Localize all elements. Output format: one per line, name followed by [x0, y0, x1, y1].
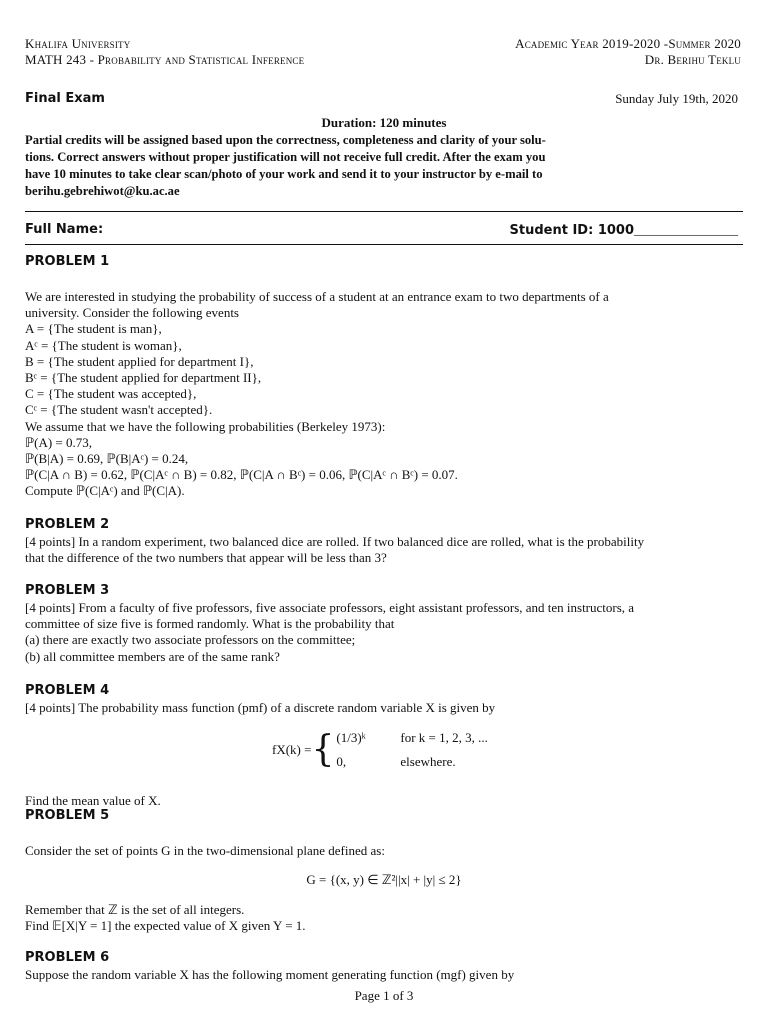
problem-6-line: Suppose the random variable X has the following moment generating function (mgf) given by — [25, 967, 515, 982]
problem-3-line: [4 points] From a faculty of five professors, five associate professors, eight assistant professors, and ten instructors, a — [25, 600, 635, 615]
header-row-2 — [25, 52, 741, 68]
problem-1-line: Compute ℙ(C|Aᶜ) and ℙ(C|A). — [25, 483, 185, 499]
instructor-name: Dr. Berihu Teklu — [644, 52, 741, 67]
pmf-case-2-cond: elsewhere. — [400, 754, 456, 769]
problem-1-line: ℙ(C|A ∩ B) = 0.62, ℙ(C|Aᶜ ∩ B) = 0.82, ℙ(C|A ∩ Bᶜ) = 0.06, ℙ(C|Aᶜ ∩ Bᶜ) = 0.07. — [25, 467, 458, 483]
problem-5-line: Consider the set of points G in the two-dimensional plane defined as: — [25, 843, 385, 858]
exam-date: Sunday July 19th, 2020 — [615, 91, 738, 106]
student-id-blank: ________________ — [634, 222, 738, 237]
pmf-lhs: fX(k) = — [272, 742, 312, 757]
problem-1-line: ℙ(B|A) = 0.69, ℙ(B|Aᶜ) = 0.24, — [25, 451, 189, 467]
problem-1-line: Aᶜ = {The student is woman}, — [25, 337, 182, 353]
problem-2-body — [25, 534, 743, 566]
pmf-brace: { — [311, 729, 335, 770]
pmf-case-1-cond: for k = 1, 2, 3, ... — [400, 730, 488, 745]
problem-4-title: PROBLEM 4 — [25, 683, 110, 698]
exam-title-row — [25, 91, 738, 107]
full-name-label: Full Name: — [25, 222, 104, 237]
problem-1-line: We are interested in studying the probability of success of a student at an entrance exam to two departments of a — [25, 289, 609, 304]
instruction-line: have 10 minutes to take clear scan/photo of your work and send it to your instructor by e-mail to — [25, 167, 543, 181]
problem-1-title: PROBLEM 1 — [25, 254, 110, 269]
pmf-case-2 — [336, 754, 488, 770]
pmf-case-1 — [336, 730, 488, 746]
student-id-label: Student ID: 1000 — [509, 223, 634, 238]
instruction-line: Partial credits will be assigned based upon the correctness, completeness and clarity of your solu- — [25, 133, 546, 147]
problem-2-line: that the difference of the two numbers that appear will be less than 3? — [25, 550, 387, 566]
course-name: MATH 243 - Probability and Statistical Inference — [25, 52, 305, 67]
problem-1-line: university. Consider the following events — [25, 305, 239, 321]
problem-3-title: PROBLEM 3 — [25, 583, 110, 598]
pmf-case-1-expr: (1/3)ᵏ — [336, 730, 366, 745]
problem-4-after: Find the mean value of X. — [25, 793, 161, 808]
problem-3-body — [25, 600, 743, 665]
header-row-1 — [25, 36, 741, 52]
pmf-case-2-expr: 0, — [336, 754, 347, 769]
problem-1-line: Bᶜ = {The student applied for department II}, — [25, 370, 262, 386]
problem-1-line: A = {The student is man}, — [25, 321, 162, 337]
problem-2-title: PROBLEM 2 — [25, 517, 110, 532]
divider-top — [25, 211, 743, 212]
exam-instructions — [25, 132, 743, 200]
problem-5-title: PROBLEM 5 — [25, 808, 110, 823]
page-number: Page 1 of 3 — [354, 988, 414, 1003]
exam-duration: Duration: 120 minutes — [321, 115, 447, 130]
instruction-line: berihu.gebrehiwot@ku.ac.ae — [25, 184, 180, 198]
pmf-cases — [336, 730, 488, 770]
problem-1-line: ℙ(A) = 0.73, — [25, 434, 92, 450]
divider-bottom — [25, 244, 743, 245]
problem-1-line: B = {The student applied for department I}, — [25, 353, 254, 369]
problem-6-title: PROBLEM 6 — [25, 950, 110, 965]
university-name: Khalifa University — [25, 36, 131, 51]
instruction-line: tions. Correct answers without proper justification will not receive full credit. After the exam you — [25, 150, 546, 164]
student-info-row — [25, 222, 738, 239]
academic-year: Academic Year 2019-2020 -Summer 2020 — [515, 36, 741, 51]
set-definition: G = {(x, y) ∈ ℤ²||x| + |y| ≤ 2} — [306, 872, 462, 887]
problem-2-line: [4 points] In a random experiment, two balanced dice are rolled. If two balanced dice are rolled, what is the probability — [25, 534, 645, 549]
problem-1-body — [25, 289, 743, 500]
problem-1-line: We assume that we have the following probabilities (Berkeley 1973): — [25, 418, 386, 434]
problem-1-line: C = {The student was accepted}, — [25, 386, 197, 402]
pmf-equation — [272, 730, 488, 770]
problem-5-after-1: Remember that ℤ is the set of all integers. — [25, 902, 245, 917]
student-id-field — [510, 222, 738, 239]
problem-3-line: committee of size five is formed randomly. What is the probability that — [25, 616, 395, 632]
exam-title: Final Exam — [25, 91, 105, 106]
problem-1-line: Cᶜ = {The student wasn't accepted}. — [25, 402, 213, 418]
problem-4-line: [4 points] The probability mass function (pmf) of a discrete random variable X is given by — [25, 700, 496, 715]
problem-3-line: (b) all committee members are of the same rank? — [25, 648, 280, 664]
problem-5-after-2: Find 𝔼[X|Y = 1] the expected value of X given Y = 1. — [25, 918, 306, 933]
problem-3-line: (a) there are exactly two associate professors on the committee; — [25, 632, 356, 648]
